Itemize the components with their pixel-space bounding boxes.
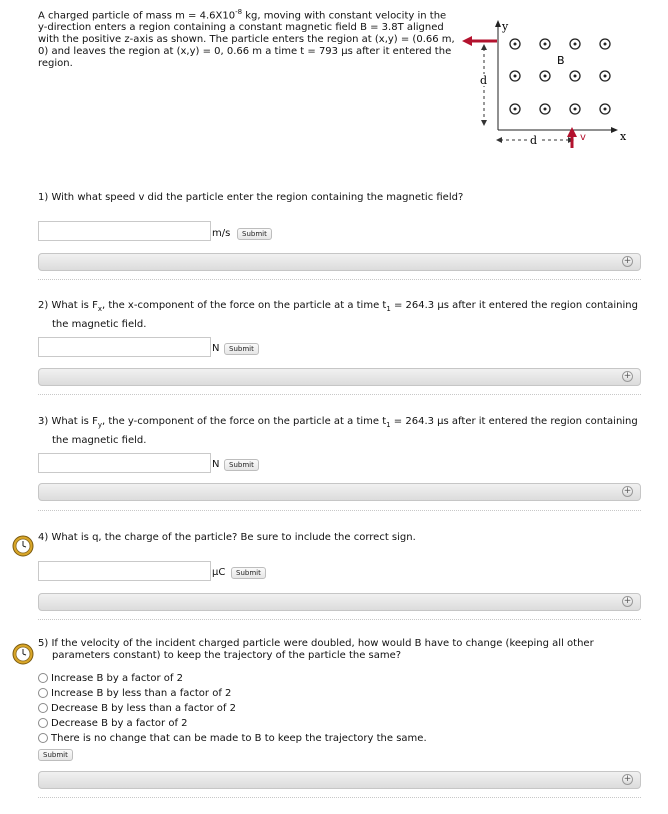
q5-text-cont: parameters constant) to keep the trajectory of the particle the same? (52, 650, 402, 661)
d-vertical-arrow-bottom (481, 120, 487, 126)
timer-clock-icon (12, 643, 34, 665)
field-dot-icon (570, 104, 580, 114)
question-2-hint-bar[interactable] (38, 368, 641, 386)
d-vertical-label: d (480, 74, 488, 87)
intro-exponent: -8 (235, 8, 243, 16)
question-2-divider (38, 394, 641, 395)
expand-plus-icon[interactable]: + (623, 371, 632, 381)
question-2-submit-button[interactable]: Submit (224, 343, 259, 355)
question-2-unit: N (212, 343, 220, 354)
q5-text-main: 5) If the velocity of the incident charged particle were doubled, how would B have to change (keeping all other (38, 638, 594, 649)
question-3-hint-bar[interactable] (38, 483, 641, 501)
q5-option-3-label: Decrease B by less than a factor of 2 (51, 703, 236, 714)
q5-option-4[interactable] (38, 717, 188, 731)
q2-text-mid: , the x-component of the force on the particle at a time t (101, 300, 387, 311)
d-horizontal-arrow-left (496, 137, 502, 143)
timer-clock-icon (12, 535, 34, 557)
q5-option-3[interactable] (38, 702, 236, 716)
q5-option-1-label: Increase B by a factor of 2 (51, 673, 183, 684)
radio-button[interactable] (38, 673, 48, 683)
expand-plus-icon[interactable]: + (623, 774, 632, 784)
intro-text-1: A charged particle of mass m = 4.6X10 (38, 10, 236, 22)
question-2-answer-input[interactable] (38, 337, 211, 357)
q3-sub-y: y (97, 421, 102, 429)
question-1-unit: m/s (212, 228, 231, 239)
field-dot-icon (570, 39, 580, 49)
entry-velocity-arrowhead (567, 127, 577, 137)
q3-text-mid: , the y-component of the force on the particle at a time t (101, 416, 387, 427)
question-5-hint-bar[interactable] (38, 771, 641, 789)
b-field-label: B (557, 54, 565, 67)
q5-option-5-label: There is no change that can be made to B to keep the trajectory the same. (51, 733, 427, 744)
x-axis-arrow (611, 127, 618, 133)
velocity-label: v (580, 132, 586, 143)
q5-option-1[interactable] (38, 672, 183, 686)
question-5-text (38, 638, 594, 662)
q2-sub-t: 1 (386, 305, 391, 313)
question-4-hint-bar[interactable] (38, 593, 641, 611)
question-2-text (38, 298, 648, 333)
field-dot-icon (510, 104, 520, 114)
question-1-answer-input[interactable] (38, 221, 211, 241)
expand-plus-icon[interactable]: + (623, 596, 632, 606)
radio-button[interactable] (38, 703, 48, 713)
q3-sub-t: 1 (386, 421, 391, 429)
d-horizontal-label: d (530, 134, 538, 147)
question-1-divider (38, 279, 641, 280)
intro-text-2: kg, moving with constant velocity in the y-direction enters a region containing a constant magnetic field B = 3.8T aligned with the positive z-axis as shown. The particle enters the region at (x,y) = (0.66 m, 0) and leaves the region at (x,y) = 0, 0.66 m a time t = 793 μs after it entered the region. (38, 10, 455, 70)
radio-button[interactable] (38, 733, 48, 743)
question-4-divider (38, 619, 641, 620)
field-dot-icon (540, 104, 550, 114)
q2-text-pre: 2) What is F (38, 300, 98, 311)
question-4-answer-input[interactable] (38, 561, 211, 581)
question-5-divider (38, 797, 641, 798)
radio-button[interactable] (38, 718, 48, 728)
magnetic-field-diagram (460, 18, 640, 148)
question-3-unit: N (212, 459, 220, 470)
field-dot-icon (600, 71, 610, 81)
question-3-submit-button[interactable]: Submit (224, 459, 259, 471)
expand-plus-icon[interactable]: + (623, 256, 632, 266)
field-dot-icon (510, 39, 520, 49)
question-3-answer-input[interactable] (38, 453, 211, 473)
q2-text-cont: the magnetic field. (52, 319, 147, 330)
q5-option-4-label: Decrease B by a factor of 2 (51, 718, 188, 729)
y-axis-arrow (495, 20, 501, 27)
x-axis-label: x (620, 130, 627, 143)
q5-option-2-label: Increase B by less than a factor of 2 (51, 688, 232, 699)
q3-text-cont: the magnetic field. (52, 435, 147, 446)
field-dot-icon (570, 71, 580, 81)
q3-text-post: = 264.3 μs after it entered the region containing (390, 416, 638, 427)
q5-option-2[interactable] (38, 687, 231, 701)
field-dot-icon (510, 71, 520, 81)
question-4-text: 4) What is q, the charge of the particle? Be sure to include the correct sign. (38, 532, 416, 543)
question-1-hint-bar[interactable] (38, 253, 641, 271)
q2-sub-x: x (97, 305, 102, 313)
exit-velocity-arrowhead (462, 36, 472, 46)
question-4-submit-button[interactable]: Submit (231, 567, 266, 579)
expand-plus-icon[interactable]: + (623, 486, 632, 496)
q5-option-5[interactable] (38, 732, 427, 746)
field-dot-icon (540, 71, 550, 81)
question-4-unit: μC (212, 567, 226, 578)
q2-text-post: = 264.3 μs after it entered the region containing (390, 300, 638, 311)
y-axis-label: y (502, 20, 509, 33)
question-3-divider (38, 510, 641, 511)
field-out-of-page-markers (510, 39, 610, 114)
question-1-submit-button[interactable]: Submit (237, 228, 272, 240)
question-5-submit-button[interactable]: Submit (38, 749, 73, 761)
d-vertical-arrow-top (481, 44, 487, 50)
radio-button[interactable] (38, 688, 48, 698)
q3-text-pre: 3) What is F (38, 416, 98, 427)
question-1-text: 1) With what speed v did the particle enter the region containing the magnetic field? (38, 192, 464, 203)
field-dot-icon (540, 39, 550, 49)
question-3-text (38, 414, 648, 449)
field-dot-icon (600, 39, 610, 49)
field-dot-icon (600, 104, 610, 114)
problem-statement (38, 6, 458, 70)
